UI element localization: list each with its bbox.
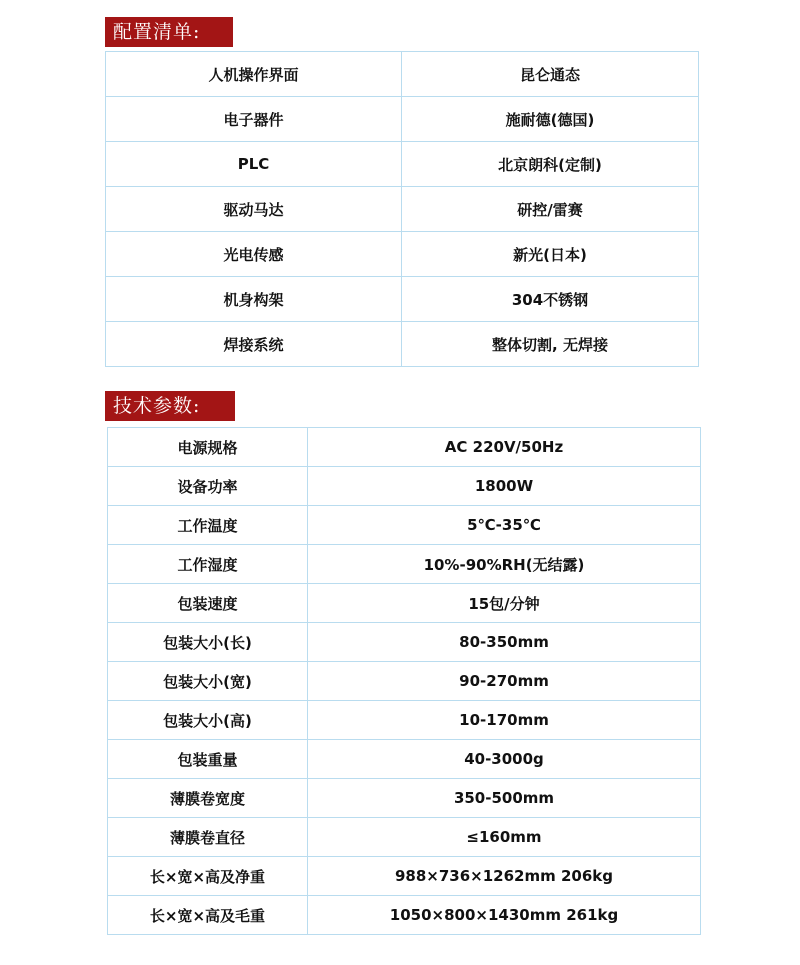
- tech-value: 90-270mm: [308, 662, 701, 701]
- tech-table: [107, 427, 701, 935]
- tech-label: 包装大小(高): [108, 701, 308, 740]
- tech-section-title: 技术参数:: [105, 391, 235, 421]
- table-row: [108, 896, 701, 935]
- config-label: 驱动马达: [106, 187, 402, 232]
- tech-label: 薄膜卷宽度: [108, 779, 308, 818]
- table-row: [108, 857, 701, 896]
- tech-value: 988×736×1262mm 206kg: [308, 857, 701, 896]
- table-row: [108, 545, 701, 584]
- table-row: [106, 52, 699, 97]
- table-row: [108, 623, 701, 662]
- tech-label: 长×宽×高及净重: [108, 857, 308, 896]
- tech-label: 包装大小(宽): [108, 662, 308, 701]
- tech-value: 15包/分钟: [308, 584, 701, 623]
- tech-value: 350-500mm: [308, 779, 701, 818]
- config-value: 304不锈钢: [402, 277, 699, 322]
- config-label: PLC: [106, 142, 402, 187]
- tech-value: AC 220V/50Hz: [308, 428, 701, 467]
- tech-label: 设备功率: [108, 467, 308, 506]
- config-label: 人机操作界面: [106, 52, 402, 97]
- tech-value: 10%-90%RH(无结露): [308, 545, 701, 584]
- tech-label: 长×宽×高及毛重: [108, 896, 308, 935]
- table-row: [106, 97, 699, 142]
- config-label: 机身构架: [106, 277, 402, 322]
- config-label: 焊接系统: [106, 322, 402, 367]
- table-row: [106, 142, 699, 187]
- table-row: [106, 277, 699, 322]
- tech-label: 工作温度: [108, 506, 308, 545]
- table-row: [108, 662, 701, 701]
- tech-value: 40-3000g: [308, 740, 701, 779]
- tech-value: 1050×800×1430mm 261kg: [308, 896, 701, 935]
- tech-label: 包装速度: [108, 584, 308, 623]
- tech-value: ≤160mm: [308, 818, 701, 857]
- table-row: [108, 740, 701, 779]
- table-row: [106, 232, 699, 277]
- table-row: [108, 506, 701, 545]
- config-value: 研控/雷赛: [402, 187, 699, 232]
- table-row: [108, 584, 701, 623]
- config-value: 北京朗科(定制): [402, 142, 699, 187]
- config-label: 电子器件: [106, 97, 402, 142]
- table-row: [108, 818, 701, 857]
- table-row: [106, 322, 699, 367]
- tech-label: 电源规格: [108, 428, 308, 467]
- table-row: [108, 701, 701, 740]
- tech-value: 10-170mm: [308, 701, 701, 740]
- config-label: 光电传感: [106, 232, 402, 277]
- config-value: 整体切割, 无焊接: [402, 322, 699, 367]
- table-row: [108, 779, 701, 818]
- tech-value: 1800W: [308, 467, 701, 506]
- tech-label: 工作湿度: [108, 545, 308, 584]
- tech-value: 5℃-35℃: [308, 506, 701, 545]
- table-row: [108, 467, 701, 506]
- config-value: 昆仑通态: [402, 52, 699, 97]
- tech-label: 薄膜卷直径: [108, 818, 308, 857]
- tech-label: 包装重量: [108, 740, 308, 779]
- config-value: 施耐德(德国): [402, 97, 699, 142]
- tech-label: 包装大小(长): [108, 623, 308, 662]
- config-table: [105, 51, 699, 367]
- table-row: [106, 187, 699, 232]
- config-section-title: 配置清单:: [105, 17, 233, 47]
- config-value: 新光(日本): [402, 232, 699, 277]
- table-row: [108, 428, 701, 467]
- tech-value: 80-350mm: [308, 623, 701, 662]
